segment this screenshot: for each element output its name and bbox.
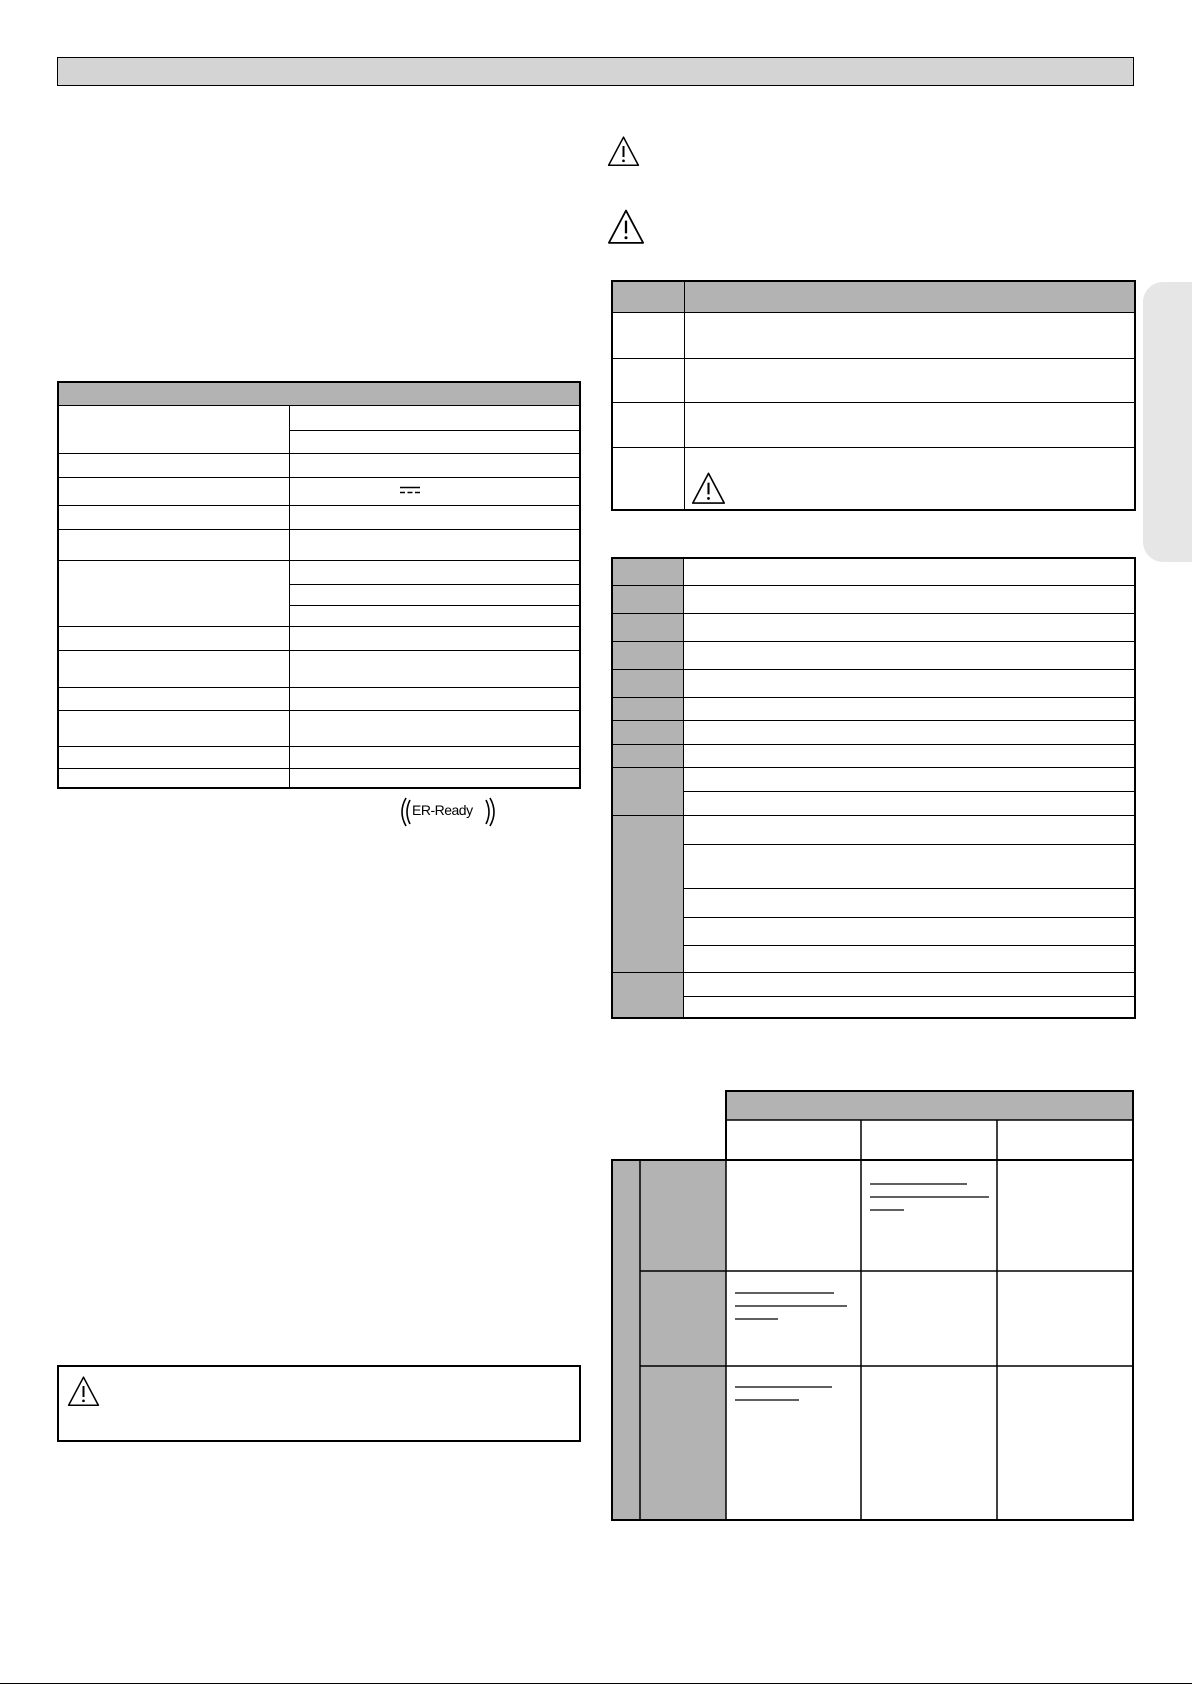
warning-triangle-icon (691, 471, 726, 506)
status-row-divider (613, 358, 1134, 359)
warning-box (57, 1365, 581, 1442)
side-tab[interactable] (1143, 282, 1192, 562)
spec-row-divider (59, 505, 579, 506)
spec-row-divider (59, 710, 579, 711)
code-row-divider (684, 844, 1134, 845)
status-row-divider (613, 402, 1134, 403)
code-table (611, 557, 1136, 1019)
warning-triangle-icon (607, 208, 645, 246)
section-header-bar (57, 57, 1134, 86)
spec-row-divider (59, 453, 579, 454)
status-row-divider (613, 447, 1134, 448)
spec-row-divider (59, 626, 579, 627)
matrix-table (611, 1090, 1135, 1522)
dc-symbol-icon (400, 486, 420, 494)
code-row-divider (613, 613, 1134, 614)
ce-ready-mark (398, 795, 498, 829)
status-table-column-divider (684, 282, 685, 509)
warning-triangle-icon (607, 135, 640, 168)
spec-row-divider (289, 430, 579, 431)
code-row-divider (684, 791, 1134, 792)
spec-row-divider (289, 605, 579, 606)
code-row-divider (613, 669, 1134, 670)
spec-row-divider (59, 768, 579, 769)
code-row-divider (613, 767, 1134, 768)
code-row-divider (684, 945, 1134, 946)
warning-triangle-icon (67, 1375, 100, 1408)
spec-row-divider (59, 650, 579, 651)
code-row-divider (613, 641, 1134, 642)
spec-row-divider (289, 584, 579, 585)
ce-ready-label: ER-Ready (412, 802, 473, 818)
code-row-divider (684, 917, 1134, 918)
status-table-header (613, 282, 1134, 313)
code-row-divider (613, 744, 1134, 745)
spec-row-divider (59, 746, 579, 747)
code-row-divider (613, 585, 1134, 586)
code-row-divider (613, 697, 1134, 698)
spec-row-divider (59, 477, 579, 478)
spec-row-divider (59, 687, 579, 688)
spec-table-header (59, 383, 579, 406)
status-table (611, 280, 1136, 511)
code-row-divider (613, 815, 1134, 816)
code-table-label-column (613, 559, 684, 1017)
footer-rule (0, 1683, 1192, 1684)
spec-row-divider (59, 529, 579, 530)
spec-row-divider (59, 560, 579, 561)
code-row-divider (684, 996, 1134, 997)
code-row-divider (684, 888, 1134, 889)
specifications-table (57, 381, 581, 789)
code-row-divider (613, 720, 1134, 721)
code-row-divider (613, 972, 1134, 973)
spec-table-column-divider (289, 406, 290, 787)
